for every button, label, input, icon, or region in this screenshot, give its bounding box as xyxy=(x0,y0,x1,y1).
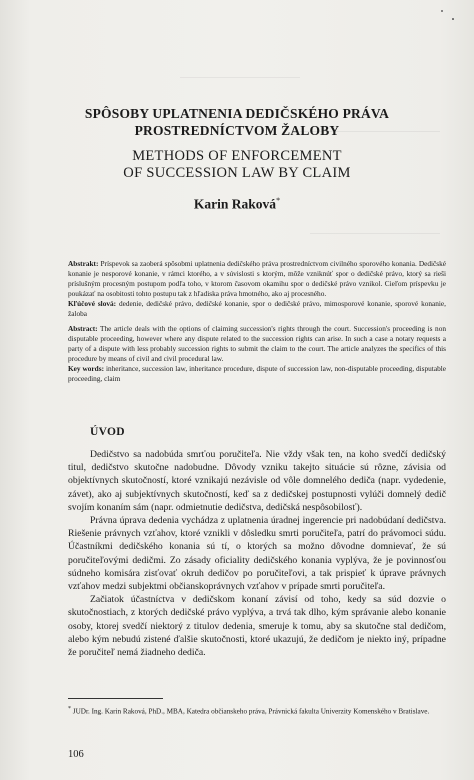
abstract-slovak xyxy=(68,259,446,318)
abstract-english-text: The article deals with the options of claiming succession's rights through the court. Succession's proceeding is non disputable proceeding, however where any dispute related to the succession rights can arise. In such a case a notary requests a party of a dispute with less probably succession rights to submit the claim to the court. The article analyzes the specifics of this procedure by means of civil and civil procedural law. xyxy=(68,324,446,363)
title-english xyxy=(60,148,414,182)
paragraph: Dedičstvo sa nadobúda smrťou poručiteľa. Nie vždy však ten, na koho svedčí dedičský titul, dedičstvo skutočne nadobudne. Dôvody vzniku takejto situácie sú rôzne, závisia od objektívnych skutočností, ktoré vznikajú nezávisle od vôle domnelého dediča (napr. vydedenie, závet), ako aj subjektívnych skutočností, keď sa z dedičskej postupnosti vylúči domnelý dedič svojím konaním sám (napr. odmietnutie dedičstva, dedičská nespôsobilosť). xyxy=(68,449,446,513)
keywords-slovak-text: dedenie, dedičské právo, dedičské konanie, spor o dedičské právo, mimosporové konanie, sporové konanie, žaloba xyxy=(68,298,446,318)
show-through-line xyxy=(310,233,440,234)
author-name: Karin Raková xyxy=(193,196,277,212)
author-footnote-marker: * xyxy=(276,196,281,205)
body-text xyxy=(68,448,446,659)
title-english-line-2: OF SUCCESSION LAW BY CLAIM xyxy=(123,165,351,181)
author xyxy=(60,196,414,213)
keywords-english-label: Key words: xyxy=(68,363,104,373)
show-through-line xyxy=(180,77,300,78)
section-heading: ÚVOD xyxy=(90,426,125,438)
abstract-slovak-text: Príspevok sa zaoberá spôsobmi uplatnenia dedičského práva prostredníctvom civilného sporového konania. Dedičské konanie je nesporové konanie, v rámci ktorého, a v súvislosti s ktorým, môže vzniknúť spor o dedičské právo, ktorý sa rieši príslušným procesným postupom podľa toho, v ktorom časovom okamihu spor o dedičské právo vznikol. Cieľom príspevku je poukázať na osobitosti tohto postupu tak z hľadiska práva hmotného, ako aj procesného. xyxy=(68,259,446,298)
scan-speck xyxy=(452,18,454,20)
keywords-slovak xyxy=(68,299,446,319)
keywords-slovak-label: Kľúčové slová: xyxy=(68,298,117,308)
page-number: 106 xyxy=(68,749,84,760)
footnote xyxy=(68,704,446,716)
title-slovak xyxy=(60,105,414,139)
abstract-slovak-body xyxy=(68,259,446,299)
footnote-marker: * xyxy=(68,706,71,712)
paragraph: Začiatok účastníctva v dedičskom konaní závisí od toho, kedy sa súd dozvie o skutočnostiach, z ktorých dedičské právo vyplýva, a trvá tak dlho, kým správanie alebo konanie osoby, ktorej svedčí niektorý z titulov dedenia, smeruje k tomu, aby sa skutočne stal dedičom, alebo kým nebudú zistené ďalšie skutočnosti, ktoré ukazujú, že dedičom je niekto iný, prípadne že poručiteľ nemá žiadneho dediča. xyxy=(68,594,446,659)
abstract-english-body xyxy=(68,324,446,364)
scan-speck xyxy=(441,10,443,12)
footnote-text: JUDr. Ing. Karin Raková, PhD., MBA, Katedra občianskeho práva, Právnická fakulta Univerzity Komenského v Bratislave. xyxy=(72,707,430,716)
footnote-divider xyxy=(68,698,163,699)
abstract-english xyxy=(68,324,446,383)
abstract-slovak-label: Abstrakt: xyxy=(68,259,99,268)
title-english-line-1: METHODS OF ENFORCEMENT xyxy=(132,148,342,164)
paragraph: Právna úprava dedenia vychádza z uplatnenia úradnej ingerencie pri nadobúdaní dedičstva. Riešenie právnych vzťahov, ktoré vznikli v dôsledku smrti poručiteľa, patrí do právomoci súdu. Účastníkmi dedičského konania sú tí, o ktorých sa možno dôvodne domnievať, že sú poručiteľovými dedičmi. Zo zásady oficiality dedičského konania vyplýva, že je povinnosťou súdneho komisára zisťovať okruh dedičov po poručiteľovi, a tak prispieť k úprave právnych vzťahov medzi subjektmi občianskoprávnych vzťahov v prípade smrti poručiteľa. xyxy=(68,515,446,593)
keywords-english-text: inheritance, succession law, inheritance procedure, dispute of succession law, non-disputable proceeding, disputable proceeding, claim xyxy=(68,363,446,383)
abstract-english-label: Abstract: xyxy=(68,324,98,333)
title-slovak-line-2: PROSTREDNÍCTVOM ŽALOBY xyxy=(134,123,340,138)
title-slovak-line-1: SPÔSOBY UPLATNENIA DEDIČSKÉHO PRÁVA xyxy=(84,106,390,121)
keywords-english xyxy=(68,364,446,384)
